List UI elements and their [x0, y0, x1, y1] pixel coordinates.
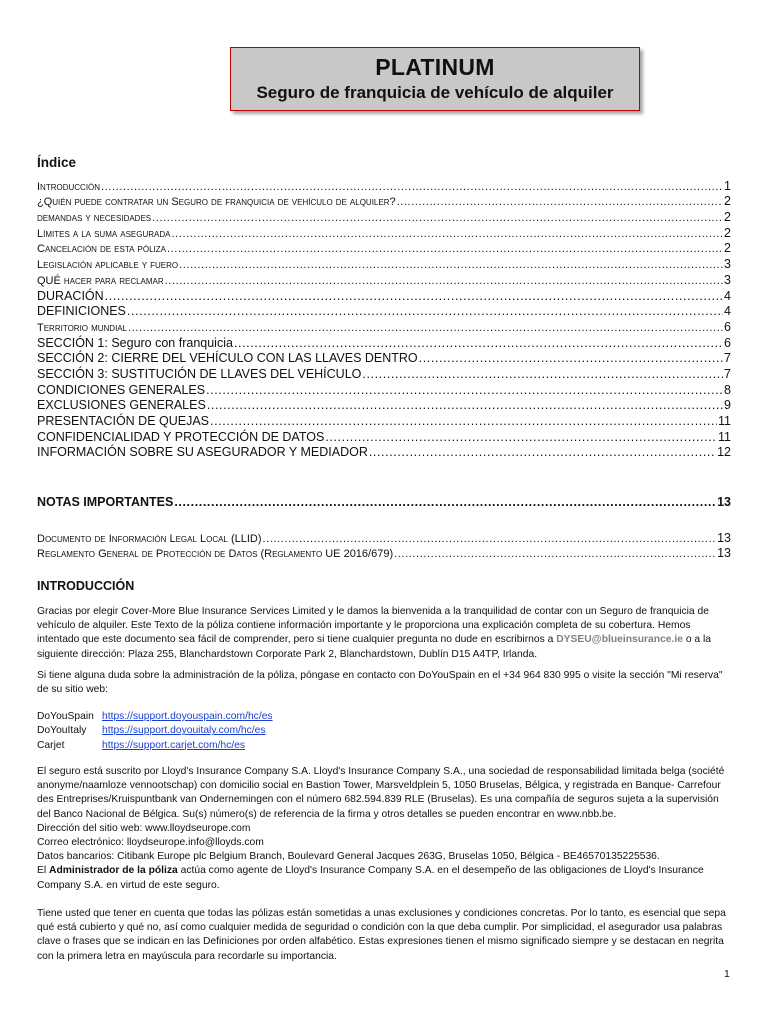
- toc-entry-page: 1: [724, 178, 731, 193]
- intro-paragraph-4: [37, 907, 731, 964]
- title-box: [230, 47, 640, 111]
- toc-leader: [206, 383, 723, 397]
- toc-entry-label: Límites a la suma asegurada: [37, 227, 171, 240]
- support-link[interactable]: https://support.carjet.com/hc/es: [102, 739, 246, 751]
- intro-text: El: [37, 865, 50, 877]
- toc-entry-page: 13: [717, 495, 731, 509]
- intro-text: Si tiene alguna duda sobre la administración de la póliza, póngase en contacto con DoYouSpain en el +34 964 830 995 o visite la sección "Mi reserva" de su sitio web:: [37, 670, 723, 696]
- intro-text: actúa como agente de Lloyd's Insurance Company S.A. en el desempeño de las obligaciones de Lloyd's Insurance Company S.A. en virtud de este seguro.: [37, 865, 704, 891]
- intro-paragraph-1: [37, 605, 731, 662]
- toc-entry-label: SECCIÓN 1: Seguro con franquicia: [37, 335, 233, 350]
- toc-entry-page: 2: [724, 194, 731, 209]
- toc-local-entries: [37, 529, 731, 560]
- toc-entry[interactable]: [37, 177, 731, 193]
- toc-entry[interactable]: [37, 381, 731, 397]
- toc-entry-label: Cancelación de esta póliza: [37, 243, 166, 256]
- toc-entry-label: DURACIÓN: [37, 288, 104, 303]
- toc-entry-page: 2: [724, 241, 731, 256]
- toc-entry-label: PRESENTACIÓN DE QUEJAS: [37, 414, 210, 428]
- intro-text: o a la siguiente dirección: Plaza 255, Blanchardstown Corporate Park 2, Blanchardstown, Dublín D15 A4TP, Irlanda.: [37, 634, 712, 660]
- toc-entry-page: 3: [724, 257, 731, 272]
- toc-entry[interactable]: [37, 545, 731, 561]
- toc-leader: [152, 212, 723, 224]
- toc-leader: [362, 367, 723, 381]
- defined-term: Administrador de la póliza: [49, 865, 178, 877]
- support-links: [37, 710, 273, 753]
- toc-leader: [325, 430, 717, 444]
- toc-entry[interactable]: [37, 318, 731, 334]
- intro-text: Datos bancarios: Citibank Europe plc Belgium Branch, Boulevard General Jacques 263G, Bruselas 1050, Bélgica - BE46570135225536.: [37, 851, 660, 863]
- toc-notes-entry[interactable]: [37, 491, 731, 509]
- intro-text: Correo electrónico: lloydseurope.info@lloyds.com: [37, 837, 264, 849]
- support-site-name: Carjet: [37, 739, 65, 751]
- toc-entry[interactable]: [37, 334, 731, 350]
- toc-entry-page: 11: [718, 429, 731, 444]
- toc-entry-page: 11: [718, 414, 731, 428]
- toc-entry-page: 6: [724, 335, 731, 350]
- toc-entry-page: 2: [724, 225, 731, 240]
- toc-entry-page: 7: [724, 351, 731, 366]
- toc-entry-page: 8: [724, 382, 731, 397]
- section-heading-introduccion: INTRODUCCIÓN: [37, 579, 135, 593]
- toc-leader: [171, 228, 723, 240]
- toc-entry-label: QUÉ hacer para reclamar: [37, 274, 164, 287]
- toc-leader: [369, 445, 716, 459]
- toc-entry-label: Reglamento General de Protección de Datos (Reglamento UE 2016/679): [37, 548, 394, 561]
- support-link-row: [37, 710, 273, 724]
- toc-entry-label: demandas y necesidades: [37, 212, 152, 225]
- toc-entry[interactable]: [37, 255, 731, 271]
- contact-email[interactable]: DYSEU@blueinsurance.ie: [556, 634, 683, 646]
- toc-entry-label: Documento de Información Legal Local (LLID): [37, 532, 262, 545]
- toc-entry[interactable]: [37, 224, 731, 240]
- toc-leader: [179, 259, 723, 271]
- intro-paragraph-3: [37, 765, 731, 893]
- toc-leader: [101, 181, 723, 193]
- toc-entry-label: NOTAS IMPORTANTES: [37, 495, 174, 509]
- toc-entry-page: 13: [717, 546, 731, 561]
- toc-entry-label: SECCIÓN 3: SUSTITUCIÓN DE LLAVES DEL VEHÍCULO: [37, 366, 362, 381]
- toc-entry[interactable]: [37, 350, 731, 366]
- support-site-name: DoYouSpain: [37, 711, 94, 722]
- toc-entry[interactable]: [37, 271, 731, 287]
- toc-leader: [263, 533, 717, 545]
- toc-entry-label: CONFIDENCIALIDAD Y PROTECCIÓN DE DATOS: [37, 429, 325, 444]
- toc-entry[interactable]: [37, 365, 731, 381]
- toc-leader: [397, 196, 723, 208]
- intro-text: El seguro está suscrito por Lloyd's Insurance Company S.A. Lloyd's Insurance Company S.A., una sociedad de responsabilidad limitada belga (société anonyme/naamloze vennootschap) con domicilio social en Bastion Tower, Marsveldplein 5, 1050 Bruselas, Bélgica, y registrada en Banque- Carrefour des Entreprises/Kruispuntbank van Ondernemingen con el número 682.594.839 RLE (Bruselas). Es una compañía de seguros sujeta a la supervisión del Banco Nacional de Bélgica. Su(s) número(s) de referencia de la firma y otros detalles se pueden encontrar en www.nbb.be.: [37, 766, 725, 820]
- support-link[interactable]: https://support.doyouspain.com/hc/es: [102, 711, 273, 722]
- toc-leader: [234, 336, 723, 350]
- toc-entry-label: EXCLUSIONES GENERALES: [37, 398, 206, 413]
- toc-leader: [210, 414, 717, 428]
- support-link[interactable]: https://support.doyouitaly.com/hc/es: [102, 725, 266, 737]
- document-subtitle: Seguro de franquicia de vehículo de alquiler: [256, 83, 614, 102]
- toc-entry[interactable]: [37, 287, 731, 303]
- toc-entry[interactable]: [37, 428, 731, 444]
- support-site-name: DoYouItaly: [37, 725, 87, 737]
- toc-leader: [419, 351, 723, 365]
- toc-leader: [165, 275, 723, 287]
- support-link-row: [37, 739, 273, 753]
- intro-text: Gracias por elegir Cover-More Blue Insurance Services Limited y le damos la bienvenida a la tranquilidad de contar con un Seguro de franquicia de vehículo de alquiler. Este Texto de la póliza contiene información importante y le proporciona una explicación completa de su cobertura. Hemos intentado que este documento sea fácil de comprender, pero si tiene cualquier pregunta no dude en escribirnos a: [37, 606, 709, 646]
- toc-entry-label: SECCIÓN 2: CIERRE DEL VEHÍCULO CON LAS LLAVES DENTRO: [37, 351, 418, 366]
- page-number: 1: [724, 968, 730, 980]
- toc-entry[interactable]: [37, 529, 731, 545]
- toc-entry-page: 7: [724, 366, 731, 381]
- toc-entry-label: Introducción: [37, 180, 101, 193]
- toc-entry-label: ¿Quién puede contratar un Seguro de franquicia de vehículo de alquiler?: [37, 196, 396, 209]
- toc-entry-label: DEFINICIONES: [37, 304, 126, 319]
- toc-entry-page: 4: [724, 304, 731, 319]
- table-of-contents: [37, 177, 731, 459]
- toc-entry-page: 13: [717, 530, 731, 545]
- toc-entry[interactable]: [37, 208, 731, 224]
- toc-leader: [207, 398, 723, 412]
- toc-leader: [174, 495, 716, 509]
- toc-entry[interactable]: [37, 193, 731, 209]
- toc-entry[interactable]: [37, 303, 731, 319]
- toc-entry-page: 9: [724, 398, 731, 413]
- toc-leader: [394, 548, 716, 560]
- toc-entry-page: 3: [724, 272, 731, 287]
- toc-entry-label: Territorio mundial: [37, 321, 128, 334]
- toc-entry[interactable]: [37, 444, 731, 460]
- intro-text: Dirección del sitio web: www.lloydseurope.com: [37, 822, 251, 834]
- toc-entry-page: 2: [724, 210, 731, 225]
- document-title: PLATINUM: [375, 54, 495, 80]
- toc-heading: Índice: [37, 155, 77, 170]
- toc-leader: [128, 322, 723, 334]
- toc-entry-label: INFORMACIÓN SOBRE SU ASEGURADOR Y MEDIADOR: [37, 445, 368, 460]
- toc-entry-page: 6: [724, 319, 731, 334]
- toc-entry-page: 12: [717, 445, 731, 460]
- toc-leader: [167, 243, 723, 255]
- toc-entry-page: 4: [724, 288, 731, 303]
- toc-leader: [127, 304, 723, 318]
- toc-leader: [105, 289, 723, 303]
- toc-entry-label: Legislación aplicable y fuero: [37, 259, 179, 272]
- toc-entry[interactable]: [37, 240, 731, 256]
- toc-entry[interactable]: [37, 412, 731, 428]
- toc-entry-label: CONDICIONES GENERALES: [37, 382, 206, 397]
- intro-text: Tiene usted que tener en cuenta que todas las pólizas están sometidas a unas exclusiones y condiciones concretas. Por lo tanto, es esencial que sepa qué está cubierto y qué no, así como cualquier medida de seguridad o condición con la que deba cumplir. Por simplicidad, el asegurador usa palabras clave o frases que se indican en las Definiciones por orden alfabético. Estas expresiones tienen el mismo significado siempre y se destacan en negrita con la primera letra en mayúscula para recordarle su importancia.: [37, 908, 726, 962]
- support-link-row: [37, 724, 273, 738]
- intro-paragraph-2: [37, 669, 731, 697]
- toc-entry[interactable]: [37, 397, 731, 413]
